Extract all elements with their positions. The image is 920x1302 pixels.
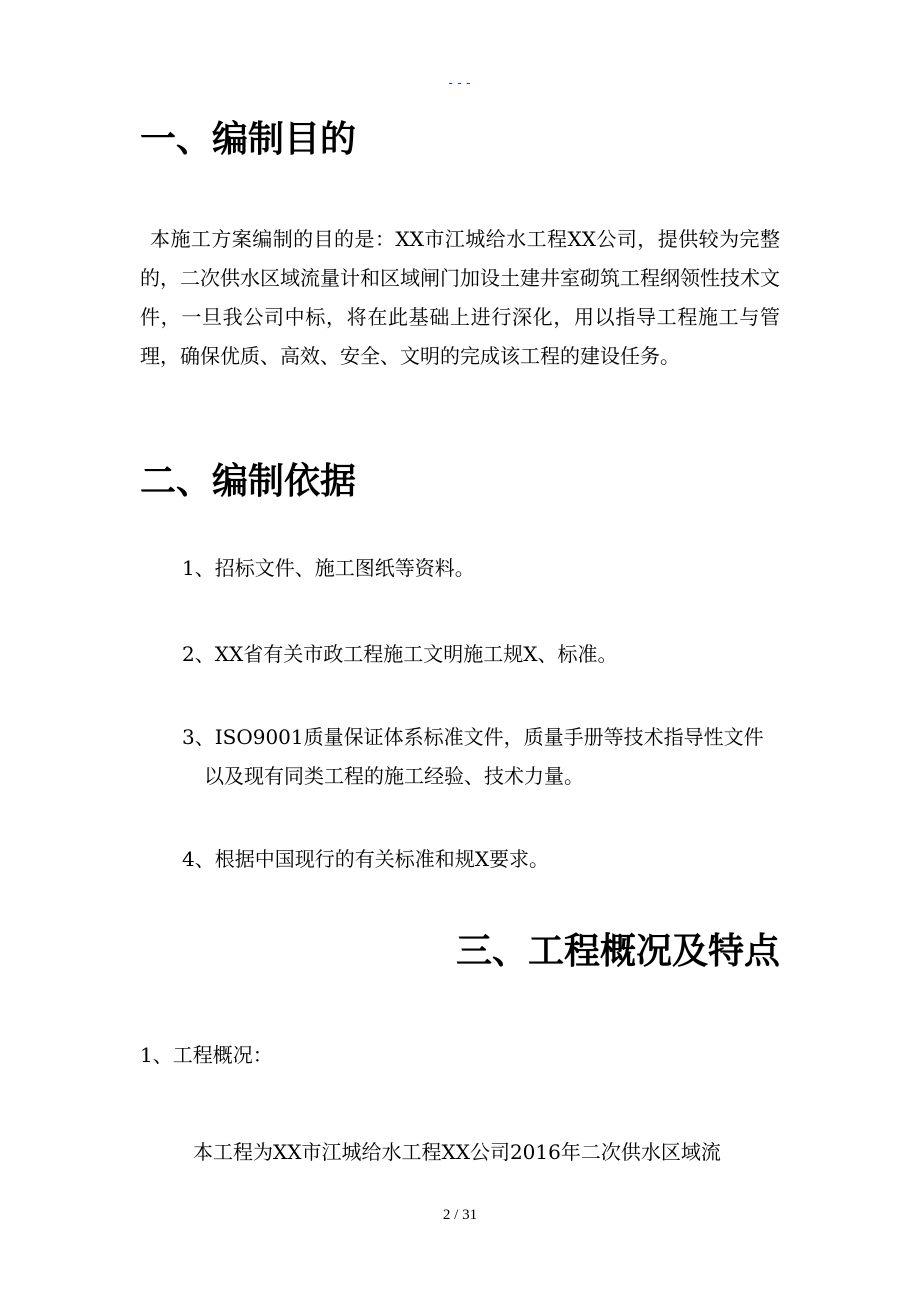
subsection-heading-overview: 1、工程概况：: [140, 1043, 273, 1067]
overview-paragraph: 本工程为XX市江城给水工程XX公司2016年二次供水区域流: [193, 1140, 721, 1164]
basis-list-item: 2、XX省有关市政工程施工文明施工规X、标准。: [182, 642, 618, 666]
section-heading-purpose: 一、编制目的: [140, 119, 357, 160]
header-mark: ---: [446, 76, 474, 91]
section-heading-overview: 三、工程概况及特点: [455, 931, 780, 972]
basis-list-item: 4、根据中国现行的有关标准和规X要求。: [182, 847, 549, 871]
basis-list-item: 3、ISO9001质量保证体系标准文件，质量手册等技术指导性文件以及现有同类工程的施工经验、技术力量。: [182, 725, 764, 788]
basis-list-item: 1、招标文件、施工图纸等资料。: [182, 556, 475, 580]
section-heading-basis: 二、编制依据: [140, 461, 357, 502]
purpose-paragraph: 本施工方案编制的目的是：XX市江城给水工程XX公司，提供较为完整的，二次供水区域流量计和区域闸门加设土建井室砌筑工程纲领性技术文件，一旦我公司中标，将在此基础上进行深化，用以指导工程施工与管理，确保优质、高效、安全、文明的完成该工程的建设任务。: [140, 227, 780, 368]
page-number: 2 / 31: [442, 1207, 478, 1223]
